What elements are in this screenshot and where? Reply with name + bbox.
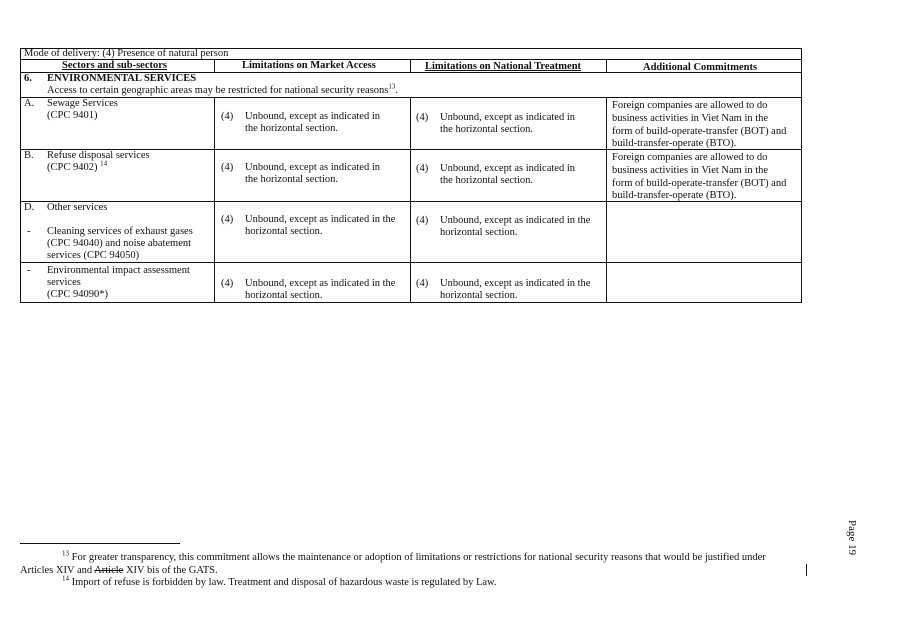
- row-b-name: Refuse disposal services: [47, 150, 150, 161]
- col-divider-2: [410, 97, 411, 303]
- row-d-dash: -: [27, 226, 31, 237]
- table-border-right: [801, 48, 802, 303]
- row-e-top: [20, 262, 802, 263]
- row-e-nt-line1: Unbound, except as indicated in the: [440, 278, 591, 289]
- footnote-14-line1: $^{14}$ Import of refuse is forbidden by law. Treatment and disposal of hazardous waste is regulated by Law.: [62, 574, 497, 588]
- row-a-cpc: (CPC 9401): [47, 110, 98, 121]
- row-b-ma-line2: the horizontal section.: [245, 174, 339, 185]
- row-d-ma-line1: Unbound, except as indicated in the: [245, 214, 396, 225]
- row-e-line1: Environmental impact assessment: [47, 265, 190, 276]
- row-a-top: [20, 97, 802, 98]
- row-b-letter: B.: [24, 150, 34, 161]
- row-a-nt-line1: Unbound, except as indicated in: [440, 112, 576, 123]
- row-d-nt-line2: horizontal section.: [440, 227, 518, 238]
- row-d-ma-num: (4): [221, 214, 234, 225]
- row-b-nt-line2: the horizontal section.: [440, 175, 534, 186]
- row-d-letter: D.: [24, 202, 35, 213]
- row-b-ma-num: (4): [221, 162, 234, 173]
- row-e-dash: -: [27, 265, 31, 276]
- footnote-ref-14: 14: [100, 159, 108, 168]
- footnote-13-marker: 13: [62, 549, 69, 558]
- row-d-ma-line2: horizontal section.: [245, 226, 323, 237]
- row-a-ac-line1: Foreign companies are allowed to do: [612, 100, 768, 111]
- row-a-ac-line3: form of build-operate-transfer (BOT) and: [612, 126, 787, 137]
- row-e-ma-line2: horizontal section.: [245, 290, 323, 301]
- row-e-line2: services: [47, 277, 81, 288]
- row-e-line3: (CPC 94090*): [47, 289, 108, 300]
- footnote-13-line2: Articles XIV and Article XIV bis of the GATS.: [20, 565, 218, 576]
- table-border-left: [20, 48, 21, 303]
- row-e-nt-line2: horizontal section.: [440, 290, 518, 301]
- col-divider-1-header: [214, 59, 215, 73]
- col-divider-3: [606, 97, 607, 303]
- struck-text: Article: [94, 565, 124, 576]
- section-note: Access to certain geographic areas may be restricted for national security reasons$^{13}$.: [47, 82, 399, 96]
- row-b-nt-line1: Unbound, except as indicated in: [440, 163, 576, 174]
- footnote-14-marker: 14: [62, 574, 69, 583]
- section-title: ENVIRONMENTAL SERVICES: [47, 73, 197, 84]
- row-d-sub-line1: Cleaning services of exhaust gases: [47, 226, 193, 237]
- header-national-treatment: Limitations on National Treatment: [425, 61, 582, 72]
- row-a-ma-num: (4): [221, 111, 234, 122]
- revision-change-bar: [806, 564, 807, 576]
- row-b-ac-line1: Foreign companies are allowed to do: [612, 152, 768, 163]
- footnote-separator: [20, 543, 180, 544]
- row-a-ac-line4: build-transfer-operate (BTO).: [612, 138, 737, 149]
- row-b-ac-line3: form of build-operate-transfer (BOT) and: [612, 178, 787, 189]
- row-d-sub-line2: (CPC 94040) and noise abatement: [47, 238, 192, 249]
- footnote-ref-13: 13: [388, 82, 396, 91]
- section-number: 6.: [24, 73, 32, 84]
- row-b-cpc: (CPC 9402) $^{14}$: [47, 159, 108, 173]
- row-e-nt-num: (4): [416, 278, 429, 289]
- row-e-ma-line1: Unbound, except as indicated in the: [245, 278, 396, 289]
- row-a-nt-line2: the horizontal section.: [440, 124, 534, 135]
- header-sectors: Sectors and sub-sectors: [62, 60, 167, 71]
- row-a-ma-line2: the horizontal section.: [245, 123, 339, 134]
- row-a-nt-num: (4): [416, 112, 429, 123]
- row-d-sub-line3: services (CPC 94050): [47, 250, 140, 261]
- row-e-ma-num: (4): [221, 278, 234, 289]
- row-b-nt-num: (4): [416, 163, 429, 174]
- row-a-name: Sewage Services: [47, 98, 118, 109]
- header-additional-commitments: Additional Commitments: [643, 62, 758, 73]
- col-divider-3-header: [606, 59, 607, 73]
- table-border-bottom: [20, 302, 802, 303]
- row-a-ac-line2: business activities in Viet Nam in the: [612, 113, 769, 124]
- footnote-13-line1: $^{13}$ For greater transparency, this commitment allows the maintenance or adoption of limitations or restrictions for national security reasons that would be justified under: [62, 549, 766, 563]
- page-number: Page 19: [846, 520, 858, 556]
- row-b-ac-line4: build-transfer-operate (BTO).: [612, 190, 737, 201]
- row-a-ma-line1: Unbound, except as indicated in: [245, 111, 381, 122]
- row-d-name: Other services: [47, 202, 108, 213]
- row-b-ma-line1: Unbound, except as indicated in: [245, 162, 381, 173]
- header-market-access: Limitations on Market Access: [242, 60, 376, 71]
- row-d-nt-line1: Unbound, except as indicated in the: [440, 215, 591, 226]
- mode-of-delivery: Mode of delivery: (4) Presence of natural person: [24, 48, 229, 59]
- col-divider-1: [214, 97, 215, 303]
- row-a-letter: A.: [24, 98, 35, 109]
- row-d-nt-num: (4): [416, 215, 429, 226]
- row-b-ac-line2: business activities in Viet Nam in the: [612, 165, 769, 176]
- col-divider-2-header: [410, 59, 411, 73]
